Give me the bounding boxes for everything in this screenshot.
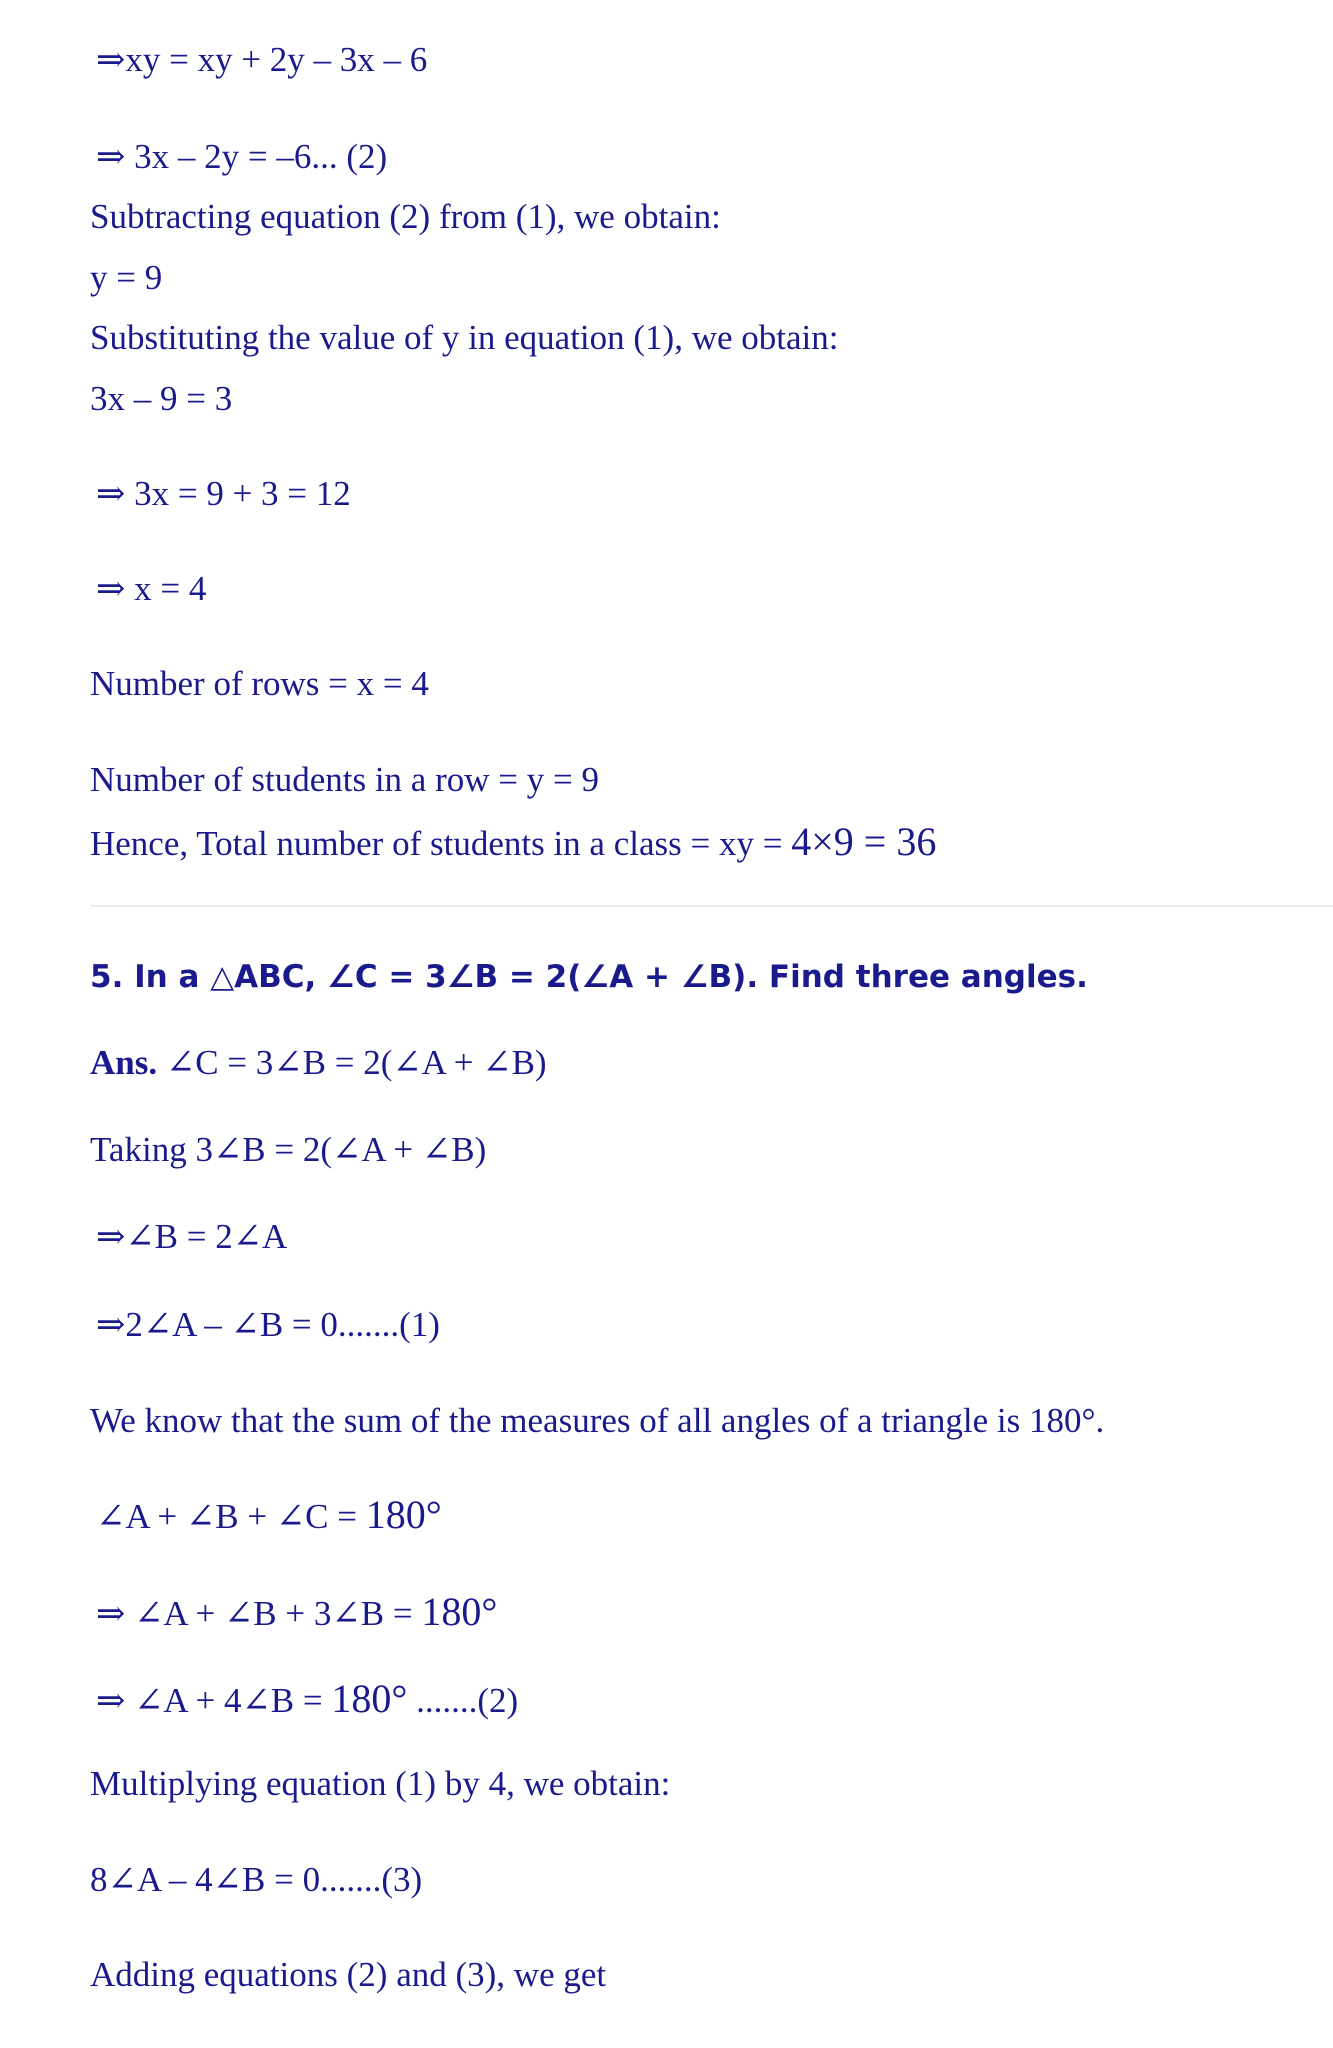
equation-rhs: 180° [421,1589,498,1634]
answer-line [90,1041,547,1085]
equation-lhs: ∠A + ∠B + ∠C = [96,1497,357,1536]
equation-line: Taking 3∠B = 2(∠A + ∠B) [90,1130,487,1169]
angle-sum-equation [96,1493,442,1539]
angle-sum-equation [96,1590,497,1636]
equation-line: 8∠A – 4∠B = 0.......(3) [90,1860,423,1899]
equation-tag: .......(2) [416,1681,519,1720]
angle-sum-equation [96,1677,518,1723]
text-line: Number of rows = x = 4 [90,664,429,703]
answer-label: Ans. [90,1043,158,1082]
equation-rhs: 180° [331,1676,408,1721]
equation-line: ⇒ x = 4 [96,569,207,608]
equation-rhs: 180° [365,1492,442,1537]
text-line: We know that the sum of the measures of all angles of a triangle is 180°. [90,1401,1105,1440]
equation-line: 3x – 9 = 3 [90,379,233,418]
total-text: Hence, Total number of students in a class = xy = [90,824,783,863]
answer-text: ∠C = 3∠B = 2(∠A + ∠B) [165,1043,547,1082]
total-line [90,820,936,866]
text-line: Adding equations (2) and (3), we get [90,1955,607,1994]
equation-line: ⇒ 3x = 9 + 3 = 12 [96,474,351,513]
text-line: Substituting the value of y in equation (1), we obtain: [90,318,839,357]
equation-lhs: ⇒ ∠A + ∠B + 3∠B = [96,1594,413,1633]
text-line: Subtracting equation (2) from (1), we obtain: [90,197,721,236]
text-line: Multiplying equation (1) by 4, we obtain: [90,1764,671,1803]
equation-line: y = 9 [90,258,163,297]
equation-line: ⇒ 3x – 2y = –6... (2) [96,137,388,176]
equation-line: ⇒2∠A – ∠B = 0.......(1) [96,1305,440,1344]
text-line: Number of students in a row = y = 9 [90,760,599,799]
total-value: 4×9 = 36 [791,819,937,864]
equation-line: ⇒∠B = 2∠A [96,1217,288,1256]
question-5: 5. In a △ABC, ∠C = 3∠B = 2(∠A + ∠B). Find three angles. [90,959,1088,995]
equation-line: ⇒xy = xy + 2y – 3x – 6 [96,40,428,79]
equation-lhs: ⇒ ∠A + 4∠B = [96,1681,323,1720]
section-divider [90,905,1333,907]
